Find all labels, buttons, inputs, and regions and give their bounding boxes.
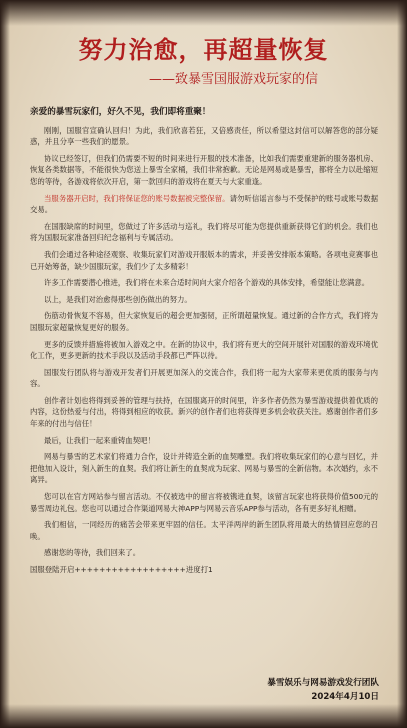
letter-body [30, 107, 378, 581]
paragraph: 创作者计划也将得到妥善的管理与扶持，在国服离开的时间里，许多作者仍然为暴雪游戏提供着优质的内容，这份热爱与付出，将得到相应的收获。新兴的创作者们也将获得更多机会收获关注。感谢创作者们多年来的付出与信任！ [30, 395, 378, 429]
burnt-edge-left [0, 0, 10, 728]
highlight-text: 当服务器开启时，我们将保证您的账号数据被完整保留。 [44, 193, 230, 203]
letter-subtitle: ——致暴雪国服游戏玩家的信 [148, 72, 318, 87]
paragraph: 在国服缺席的时间里，您做过了许多活动与巡礼，我们将尽可能为您提供重新获得它们的机会。我们也将为国服玩家准备回归纪念福利与专属活动。 [30, 221, 378, 243]
paragraph: 国服登陆开启++++++++++++++++++进度打1 [30, 565, 213, 574]
paragraph: 您可以在官方网站参与留言活动。不仅被选中的留言将被镌进血契，该留言玩家也将获得价值500元的暴雪周边礼包。您也可以通过合作渠道网易大神APP与网易云音乐APP参与活动，各有更多好礼相赠。 [30, 492, 378, 513]
paragraph: 感谢您的等待，我们回来了。 [44, 548, 141, 558]
paragraph: 以上，是我们对治愈得那些创伤做出的努力。 [44, 294, 192, 304]
paragraph: 许多工作需要潜心推进，我们将在未来合适时间向大家介绍各个游戏的具体安排，希望能让您满意。 [44, 278, 370, 288]
paragraph: 伤筋动骨恢复不容易，但大家恢复后的超会更加强韧，正所谓超量恢复。通过新的合作方式，我们将为国服玩家超量恢复更好的服务。 [30, 311, 378, 332]
burnt-edge-bottom [0, 704, 407, 728]
paragraph: 我们相信，一同经历的痛苦会带来更牢固的信任。太平洋两岸的新生团队将用最大的热情回应您的召唤。 [30, 520, 378, 541]
burnt-edge-top [0, 0, 407, 26]
paragraph: 最后，让我们一起来重铸血契吧！ [44, 435, 155, 445]
paragraph: 更多的反馈并措施将被加入游戏之中。在新的协议中，我们将有更大的空间开展针对国服的游戏环境优化工作，更多更新的技术手段以及活动手段都已严阵以待。 [30, 339, 378, 361]
paragraph: 协议已经签订，但我们仍需要不短的时间来进行开服的技术准备，比如我们需要重建新的服务器机房、恢复各类数据等，不能很快为您送上暴雪全家桶，我们非常抱歉。无论是网易或是暴雪，都将全力以赴缩短您的等待，各游戏将依次开启，第一款回归的游戏将在夏天与大家重逢。 [30, 153, 378, 186]
paragraph-text: 请勿听信谣言参与不受保护的账号或账号数据交易。 [30, 193, 378, 215]
paragraph: 国服发行团队将与游戏开发者们开展更加深入的交流合作，我们将一起为大家带来更优质的服务与内容。 [30, 367, 378, 389]
paragraph: 网易与暴雪的艺术家们将通力合作，设计并铸造全新的血契雕塑。我们将收集玩家们的心意与回忆，并把他加入设计，刻入新生的血契。我们将让新生的血契成为玩家、网易与暴雪的全新信物。本次婚约，永不离异。 [30, 452, 378, 485]
letter-title: 努力治愈，再超量恢复 [78, 36, 329, 64]
paragraph: 我们会通过各种途径观察、收集玩家们对游戏开服版本的需求，并妥善安排版本策略。各项电竞赛事也已开始筹备，缺少国服玩家，我们少了太多精彩！ [30, 249, 378, 271]
signature-date: 2024年4月10日 [311, 692, 379, 702]
paragraph [30, 193, 378, 216]
paragraph-list [30, 125, 378, 576]
signature-block [267, 676, 379, 704]
signature-org: 暴雪娱乐与网易游戏发行团队 [267, 678, 379, 688]
paragraph: 刚刚，国服官宣确认回归！为此，我们欣喜若狂，又倍感责任，所以希望这封信可以解答您的部分疑惑，并且分享一些我们的愿景。 [30, 125, 378, 147]
burnt-edge-right [397, 0, 407, 728]
greeting: 亲爱的暴雪玩家们，好久不见，我们即将重聚！ [30, 107, 211, 117]
